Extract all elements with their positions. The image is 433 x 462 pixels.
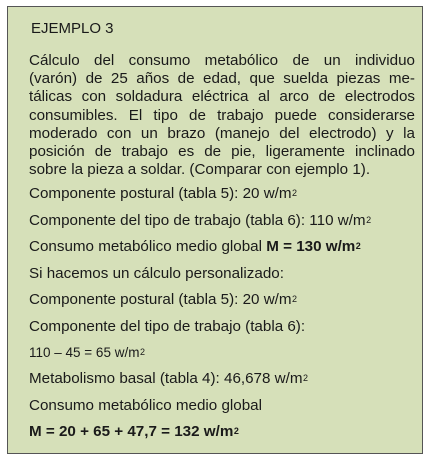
global-consumption-label: Consumo metabólico medio global [29, 238, 267, 255]
work-type-calculation-line [29, 344, 145, 362]
superscript: 2 [292, 188, 298, 198]
final-formula-line [29, 423, 239, 441]
global-consumption-line [29, 238, 361, 256]
global-consumption-value: M = 130 w/m [266, 238, 356, 255]
postural-component-text: Componente postural (tabla 5): 20 w/m [29, 291, 292, 308]
superscript: 2 [292, 294, 298, 304]
work-type-component-line [29, 212, 371, 230]
superscript: 2 [233, 426, 239, 436]
description-line: Cálculo del consumo metabólico de un individuo [29, 52, 415, 69]
basal-metabolism-line [29, 370, 308, 388]
example-box [7, 6, 423, 454]
description-line: posición de trabajo es de pie, ligeramente inclinado [29, 143, 415, 161]
postural-component-line [29, 185, 297, 203]
description-line: moderado con un brazo (manejo del electrodo) y la [29, 124, 415, 142]
description-line: (varón) de 25 años de edad, que suelda piezas me- [29, 70, 415, 88]
superscript: 2 [366, 215, 372, 225]
superscript: 2 [303, 373, 309, 383]
description-line: tálicas con soldadura eléctrica al arco de electrodos [29, 88, 415, 106]
example-title: EJEMPLO 3 [31, 20, 114, 37]
description-line: sobre la pieza a soldar. (Comparar con ejemplo 1). [29, 161, 371, 179]
global-consumption-label-2: Consumo metabólico medio global [29, 397, 263, 414]
final-formula: M = 20 + 65 + 47,7 = 132 w/m [29, 423, 234, 440]
custom-calculation-intro: Si hacemos un cálculo personalizado: [29, 265, 284, 282]
example-description [29, 52, 415, 179]
description-line: consumibles. El tipo de trabajo puede considerarse [29, 106, 415, 124]
work-type-component-text: Componente del tipo de trabajo (tabla 6): 110 w/m [29, 212, 366, 229]
superscript: 2 [139, 347, 145, 357]
superscript: 2 [355, 241, 361, 251]
work-type-component-line-2: Componente del tipo de trabajo (tabla 6): [29, 318, 306, 335]
postural-component-text: Componente postural (tabla 5): 20 w/m [29, 185, 292, 202]
basal-metabolism-text: Metabolismo basal (tabla 4): 46,678 w/m [29, 370, 303, 387]
work-type-calculation-text: 110 – 45 = 65 w/m [29, 345, 140, 360]
postural-component-line-2 [29, 291, 297, 309]
